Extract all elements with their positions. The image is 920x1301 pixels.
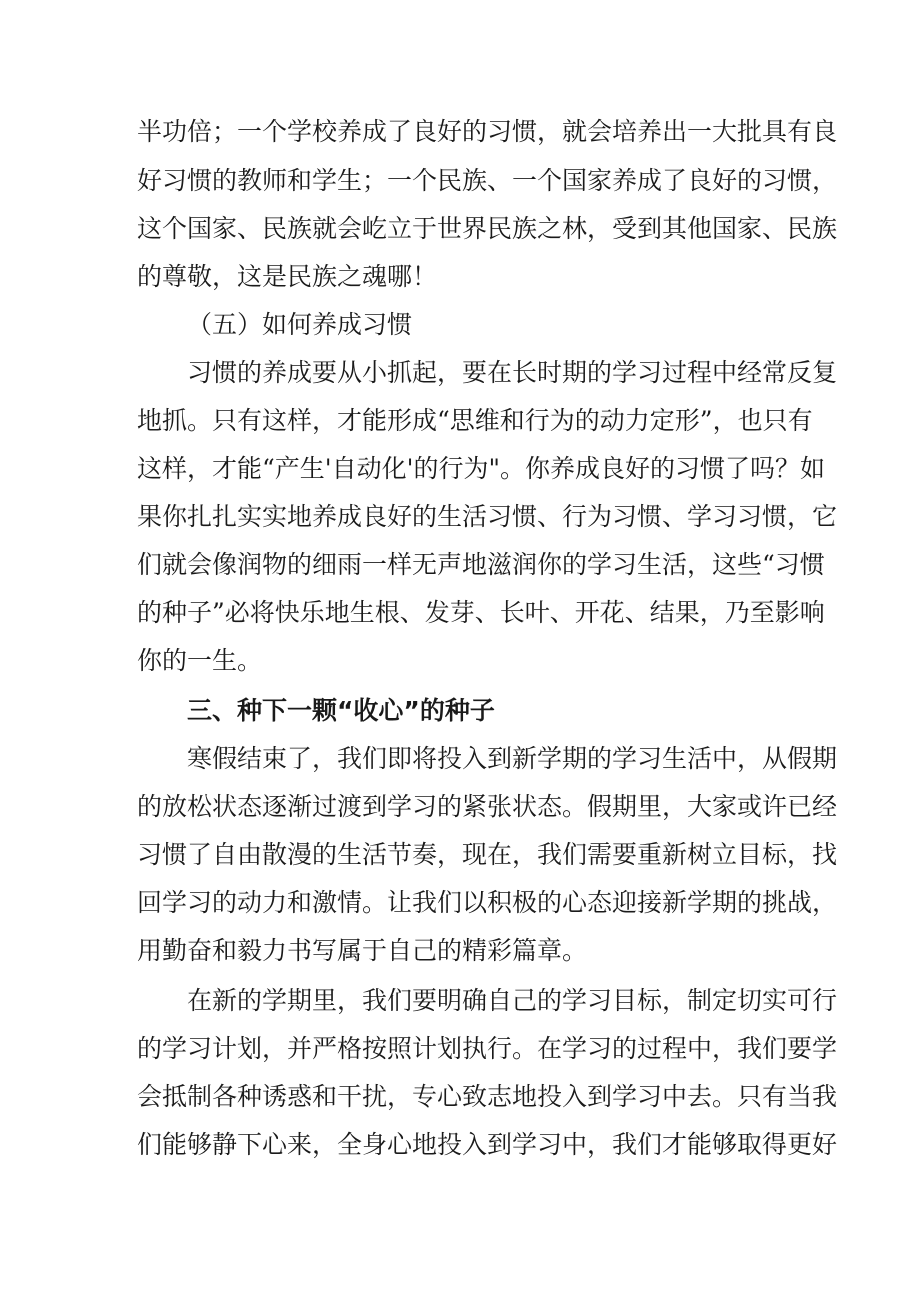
text-line: 的种子”必将快乐地生根、发芽、长叶、开花、结果，乃至影响 bbox=[137, 598, 825, 627]
text-line: 们能够静下心来，全身心地投入到学习中，我们才能够取得更好 bbox=[137, 1130, 838, 1159]
text-line: 习惯了自由散漫的生活节奏，现在，我们需要重新树立目标，找 bbox=[137, 840, 838, 869]
text-line: 会抵制各种诱惑和干扰，专心致志地投入到学习中去。只有当我 bbox=[137, 1082, 838, 1111]
text-line: 习惯的养成要从小抓起，要在长时期的学习过程中经常反复 bbox=[187, 358, 838, 387]
text-line: 好习惯的教师和学生；一个民族、一个国家养成了良好的习惯， bbox=[137, 166, 838, 195]
section-heading-plant-seed: 三、种下一颗“收心”的种子 bbox=[187, 696, 495, 725]
text-line: 寒假结束了，我们即将投入到新学期的学习生活中，从假期 bbox=[187, 744, 838, 773]
text-line: 半功倍；一个学校养成了良好的习惯，就会培养出一大批具有良 bbox=[137, 117, 838, 146]
text-line: 用勤奋和毅力书写属于自己的精彩篇章。 bbox=[137, 936, 588, 965]
text-line: 的放松状态逐渐过渡到学习的紧张状态。假期里，大家或许已经 bbox=[137, 792, 838, 821]
text-line: 果你扎扎实实地养成良好的生活习惯、行为习惯、学习习惯，它 bbox=[137, 502, 838, 531]
subheading-how-to-form-habits: （五）如何养成习惯 bbox=[187, 310, 413, 339]
text-line: 的尊敬，这是民族之魂哪！ bbox=[137, 262, 438, 291]
text-line: 这样，才能“产生'自动化'的行为"。你养成良好的习惯了吗？如 bbox=[137, 454, 826, 483]
text-line: 地抓。只有这样，才能形成“思维和行为的动力定形”，也只有 bbox=[137, 406, 813, 435]
text-line: 的学习计划，并严格按照计划执行。在学习的过程中，我们要学 bbox=[137, 1034, 838, 1063]
text-line: 们就会像润物的细雨一样无声地滋润你的学习生活，这些“习惯 bbox=[137, 550, 825, 579]
text-line: 回学习的动力和激情。让我们以积极的心态迎接新学期的挑战， bbox=[137, 888, 838, 917]
text-line: 你的一生。 bbox=[137, 646, 263, 675]
text-line: 这个国家、民族就会屹立于世界民族之林，受到其他国家、民族 bbox=[137, 214, 838, 243]
text-line: 在新的学期里，我们要明确自己的学习目标，制定切实可行 bbox=[187, 986, 838, 1015]
